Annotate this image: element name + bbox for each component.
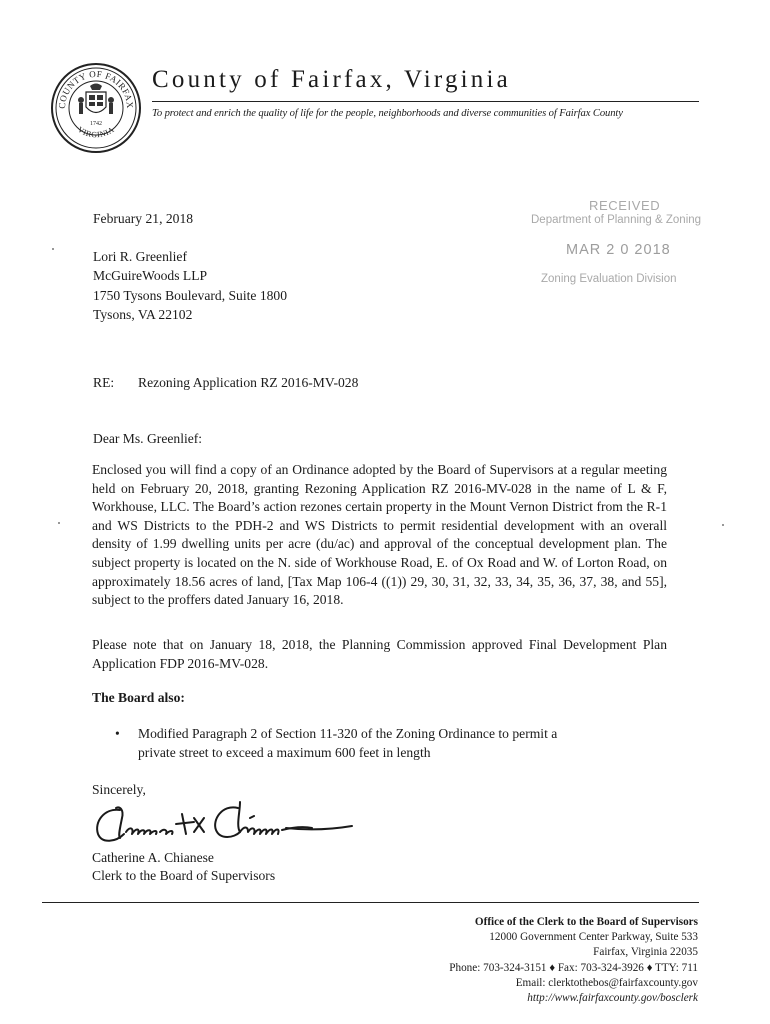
county-seal-icon bbox=[50, 62, 142, 154]
footer-city: Fairfax, Virginia 22035 bbox=[593, 946, 698, 959]
bullet-marker: • bbox=[115, 726, 120, 741]
address-line: McGuireWoods LLP bbox=[93, 268, 208, 284]
footer-email[interactable]: Email: clerktothebos@fairfaxcounty.gov bbox=[515, 976, 698, 989]
footer-street: 12000 Government Center Parkway, Suite 533 bbox=[489, 931, 698, 944]
stamp-date: MAR 2 0 2018 bbox=[566, 242, 671, 258]
tagline: To protect and enrich the quality of life for the people, neighborhoods and diverse communities of Fairfax County bbox=[152, 108, 623, 119]
stamp-division: Zoning Evaluation Division bbox=[541, 273, 677, 285]
body-paragraph-1: Enclosed you will find a copy of an Ordinance adopted by the Board of Supervisors at a regular meeting held on February 20, 2018, granting Rezoning Application RZ 2016-MV-028 in the name of L & F, Workhouse, LLC. The Board’s action rezones certain property in the Mount Vernon District from the R-1 and WS Districts to the PDH-2 and WS Districts to permit residential development with an overall density of 1.99 dwelling units per acre (du/ac) and approval of the conceptual development plan. The subject property is located on the N. side of Workhouse Road, E. of Ox Road and W. of Lorton Road, on approximately 18.56 acres of land, [Tax Map 106-4 ((1)) 29, 30, 31, 32, 33, 34, 35, 36, 37, 38, and 55], subject to the proffers dated January 16, 2018. bbox=[92, 462, 667, 608]
address-line: 1750 Tysons Boulevard, Suite 1800 bbox=[93, 287, 288, 303]
letter-date: February 21, 2018 bbox=[93, 211, 194, 226]
address-line: Tysons, VA 22102 bbox=[93, 306, 193, 322]
header-rule bbox=[152, 101, 699, 102]
signature-image bbox=[90, 788, 360, 850]
scan-speck bbox=[52, 248, 54, 250]
svg-text:COUNTY OF FAIRFAX: COUNTY OF FAIRFAX bbox=[56, 68, 136, 110]
signer-title: Clerk to the Board of Supervisors bbox=[92, 868, 276, 883]
stamp-department: Department of Planning & Zoning bbox=[531, 214, 702, 226]
footer-contact bbox=[449, 915, 698, 1006]
salutation: Dear Ms. Greenlief: bbox=[93, 431, 203, 446]
re-label: RE: bbox=[93, 375, 115, 390]
scan-speck bbox=[58, 522, 60, 524]
footer-phones: Phone: 703-324-3151 ♦ Fax: 703-324-3926 ♦ TTY: 711 bbox=[449, 961, 698, 974]
list-item bbox=[138, 725, 557, 762]
body-paragraph-2: Please note that on January 18, 2018, the Planning Commission approved Final Development Plan Application FDP 2016-MV-028. bbox=[92, 637, 667, 671]
closing: Sincerely, bbox=[92, 782, 146, 797]
scan-speck bbox=[722, 524, 724, 526]
footer-website-link[interactable]: http://www.fairfaxcounty.gov/bosclerk bbox=[527, 992, 698, 1005]
signer-name: Catherine A. Chianese bbox=[92, 850, 214, 865]
bullet-line: private street to exceed a maximum 600 feet in length bbox=[138, 744, 431, 760]
recipient-address bbox=[93, 248, 287, 325]
re-subject: Rezoning Application RZ 2016-MV-028 bbox=[138, 375, 359, 390]
page-title: County of Fairfax, Virginia bbox=[152, 66, 511, 93]
footer-office: Office of the Clerk to the Board of Supervisors bbox=[474, 916, 698, 928]
address-line: Lori R. Greenlief bbox=[93, 249, 187, 264]
svg-text:VIRGINIA: VIRGINIA bbox=[76, 124, 116, 140]
board-heading: The Board also: bbox=[92, 690, 185, 705]
svg-text:1742: 1742 bbox=[90, 121, 102, 127]
footer-rule bbox=[42, 902, 699, 903]
bullet-line: Modified Paragraph 2 of Section 11-320 of the Zoning Ordinance to permit a bbox=[138, 726, 558, 741]
stamp-received: RECEIVED bbox=[589, 198, 661, 213]
